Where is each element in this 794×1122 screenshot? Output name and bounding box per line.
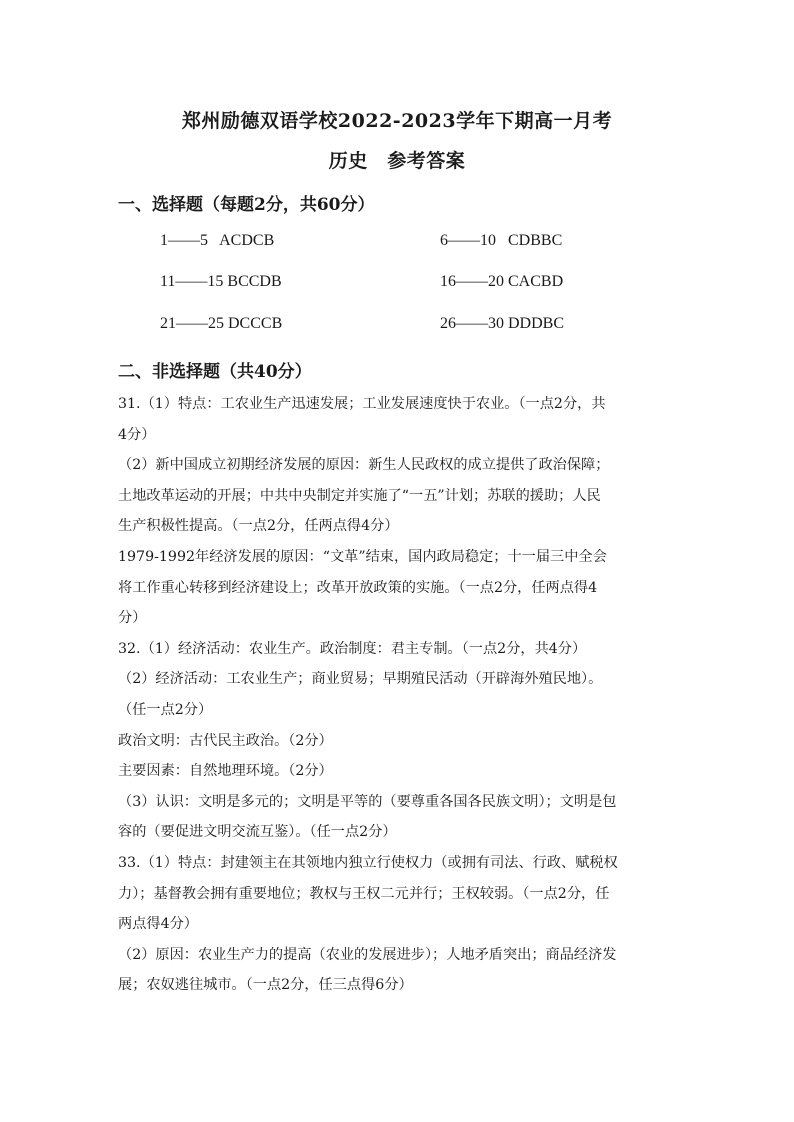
answer-group-3	[160, 273, 282, 291]
answer-line: 土地改革运动的开展；中共中央制定并实施了“一五”计划；苏联的援助；人民	[118, 487, 601, 504]
answer-keys: DDDBC	[508, 315, 565, 332]
answer-group-6	[440, 315, 564, 333]
answer-line: 4分）	[118, 426, 156, 443]
answer-line: 32.（1）经济活动：农业生产。政治制度：君主专制。（一点2分，共4分）	[118, 640, 587, 657]
answer-keys: BCCDB	[227, 273, 282, 290]
answer-line: 31.（1）特点：工农业生产迅速发展；工业发展速度快于农业。（一点2分，共	[118, 396, 606, 412]
answer-keys: CDBBC	[508, 232, 563, 249]
section-heading-choice: 一、选择题（每题2分，共60分）	[118, 195, 375, 215]
answer-group-5	[160, 315, 282, 333]
page-title: 郑州励德双语学校2022-2023学年下期高一月考	[181, 110, 613, 132]
page-subtitle: 历史 参考答案	[328, 150, 466, 172]
answer-line: 1979-1992年经济发展的原因：“文革”结束，国内政局稳定；十一届三中全会	[118, 548, 607, 565]
answer-keys: ACDCB	[219, 232, 275, 249]
answer-range: 21——25	[160, 315, 224, 332]
answer-range: 11——15	[160, 273, 224, 290]
answer-group-4	[440, 273, 563, 291]
answer-line: 生产积极性提高。（一点2分，任两点得4分）	[118, 518, 399, 535]
answer-range: 6——10	[440, 232, 496, 249]
answer-line: 两点得4分）	[118, 916, 198, 933]
answer-group-2	[440, 232, 562, 250]
answer-keys: CACBD	[508, 273, 564, 290]
answer-line: （任一点2分）	[118, 701, 213, 718]
answer-line: 分）	[118, 610, 147, 627]
answer-keys: DCCCB	[228, 315, 283, 332]
answer-line: （2）原因：农业生产力的提高（农业的发展进步）；人地矛盾突出；商品经济发	[118, 946, 617, 963]
answer-range: 16——20	[440, 273, 504, 290]
answer-line: 展；农奴逃往城市。（一点2分，任三点得6分）	[118, 977, 413, 994]
section-heading-nonchoice: 二、非选择题（共40分）	[118, 362, 312, 382]
answer-line: 力）；基督教会拥有重要地位；教权与王权二元并行；王权较弱。（一点2分，任	[118, 885, 610, 902]
answer-line: （3）认识：文明是多元的；文明是平等的（要尊重各国各民族文明）；文明是包	[118, 793, 617, 810]
answer-range: 1——5	[160, 232, 208, 249]
answer-range: 26——30	[440, 315, 504, 332]
answer-line: （2）经济活动：工农业生产；商业贸易；早期殖民活动（开辟海外殖民地）。	[118, 671, 603, 688]
answer-line: 33.（1）特点：封建领主在其领地内独立行使权力（或拥有司法、行政、赋税权	[118, 854, 618, 871]
answer-line: 主要因素：自然地理环境。（2分）	[118, 763, 333, 780]
answer-line: （2）新中国成立初期经济发展的原因：新生人民政权的成立提供了政治保障；	[118, 457, 610, 474]
answer-group-1	[160, 232, 274, 250]
answer-line: 容的（要促进文明交流互鉴）。（任一点2分）	[118, 824, 397, 841]
answer-line: 政治文明：古代民主政治。（2分）	[118, 732, 333, 749]
answer-body	[118, 389, 680, 1001]
answer-line: 将工作重心转移到经济建设上；改革开放政策的实施。（一点2分，任两点得4	[118, 579, 598, 596]
